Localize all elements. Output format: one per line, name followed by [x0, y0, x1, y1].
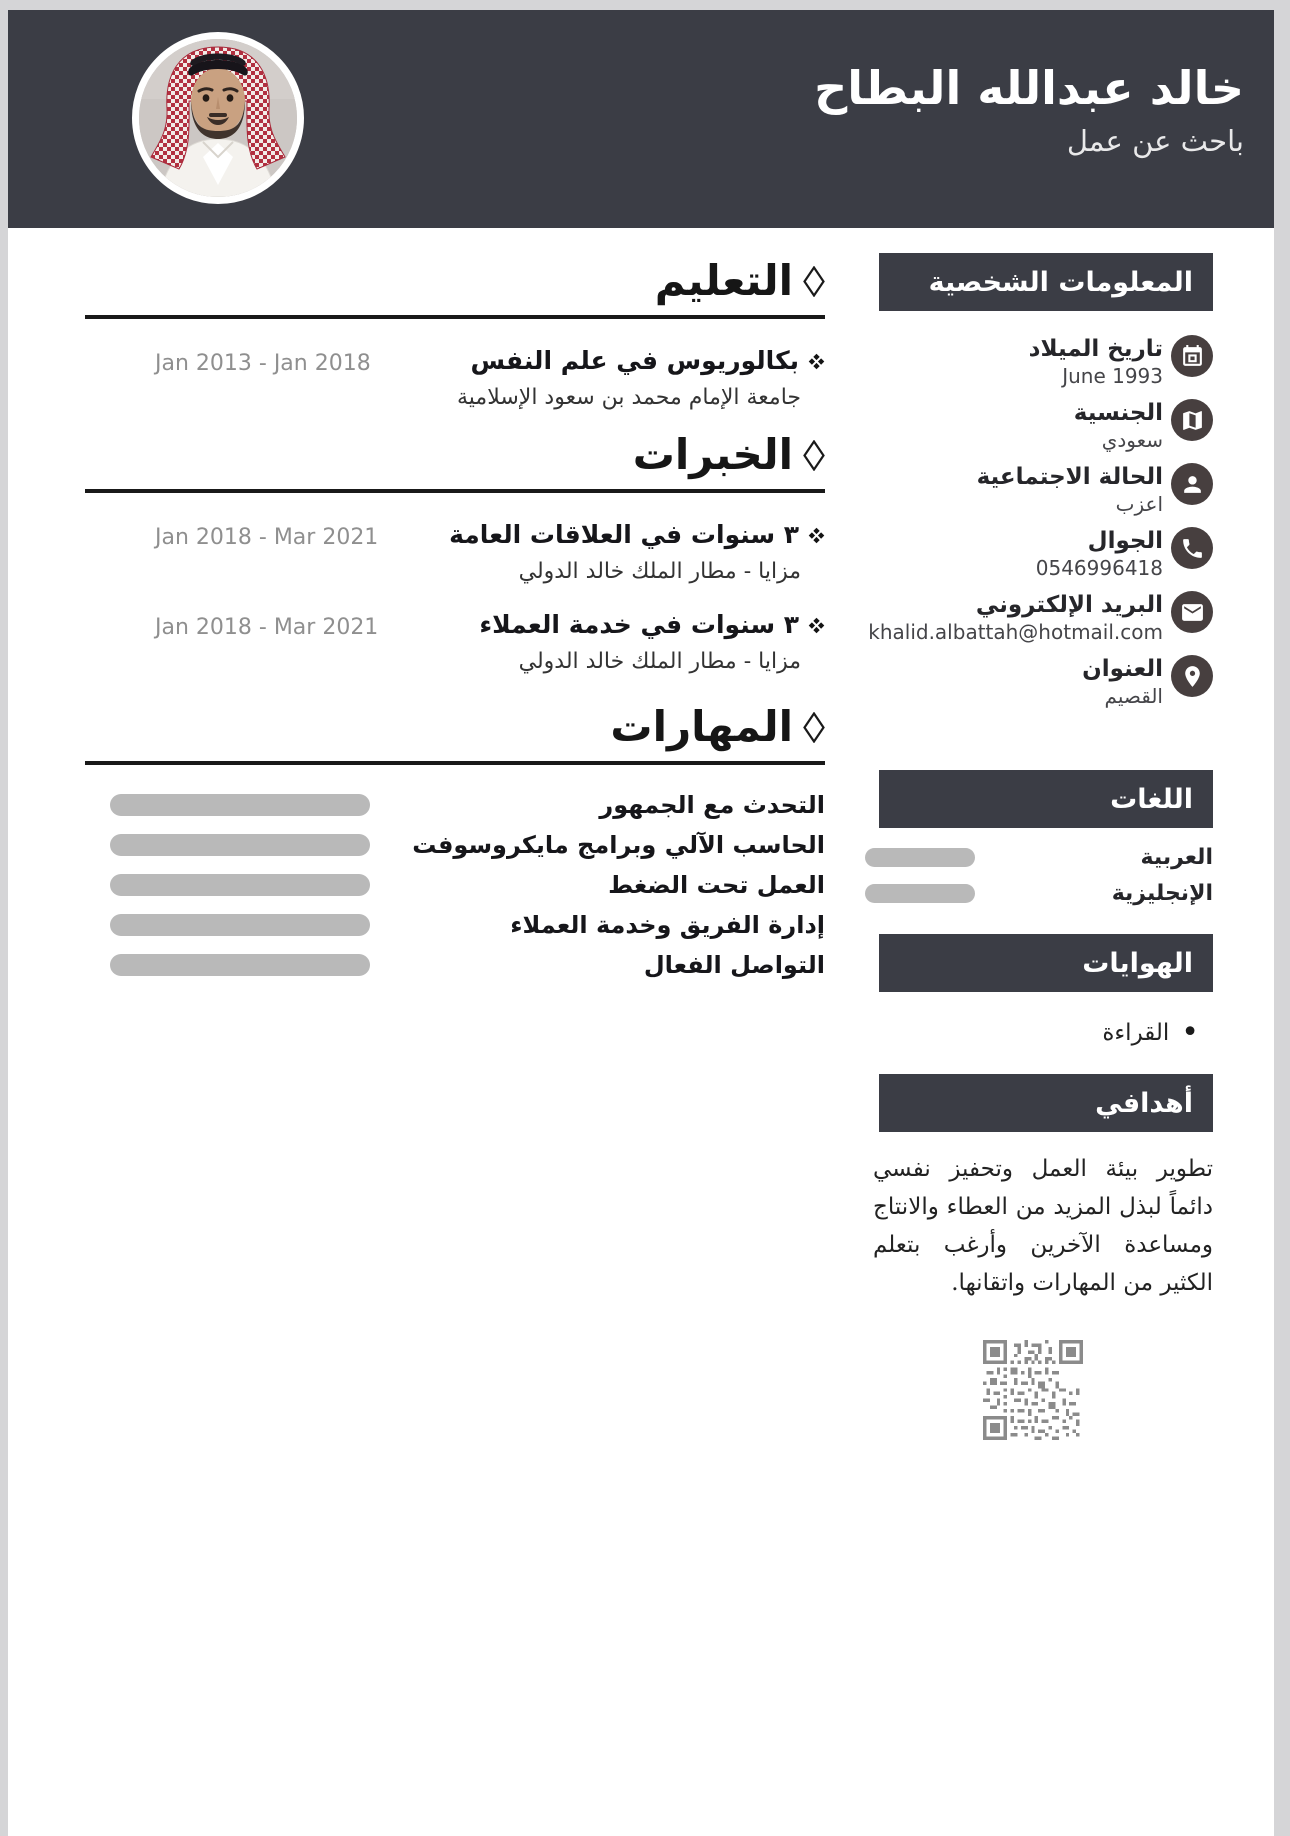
language-level-bar — [865, 884, 975, 903]
section-rule — [85, 761, 825, 765]
goals-title: أهدافي — [1095, 1087, 1193, 1119]
languages-header — [879, 770, 1213, 828]
info-label: الحالة الاجتماعية — [976, 464, 1163, 490]
info-row-nationality — [853, 399, 1213, 454]
languages-list — [853, 844, 1213, 906]
main-column — [85, 253, 825, 993]
four-diamond-bullet-icon — [808, 527, 825, 544]
entry-head — [85, 345, 825, 377]
experience-title: الخبرات — [632, 430, 793, 479]
info-label: تاريخ الميلاد — [1028, 336, 1163, 362]
education-title: التعليم — [654, 256, 793, 305]
education-entry — [85, 345, 825, 413]
info-value: القصيم — [1104, 684, 1163, 708]
diamond-outline-icon — [803, 440, 825, 471]
skill-row — [85, 870, 825, 899]
candidate-name: خالد عبدالله البطاح — [814, 61, 1244, 115]
info-value: 0546996418 — [1035, 556, 1163, 580]
skill-level-bar — [110, 874, 370, 896]
skill-label: إدارة الفريق وخدمة العملاء — [510, 910, 825, 939]
role-text: ٣ سنوات في العلاقات العامة — [449, 520, 799, 549]
goals-header — [879, 1074, 1213, 1132]
entry-title — [471, 345, 825, 377]
skills-title: المهارات — [610, 702, 793, 751]
info-label: الجوال — [1087, 528, 1163, 554]
entry-title — [449, 519, 825, 551]
entry-head — [85, 609, 825, 641]
content-area — [8, 228, 1274, 1440]
skill-label: العمل تحت الضغط — [608, 870, 825, 899]
info-row-marital-status — [853, 463, 1213, 518]
skill-level-bar — [110, 794, 370, 816]
profile-photo-illustration — [139, 39, 297, 197]
entry-organization: مزايا - مطار الملك خالد الدولي — [518, 649, 801, 674]
entry-dates: Jan 2018 - Mar 2021 — [155, 524, 379, 550]
skill-label: التواصل الفعال — [643, 950, 825, 979]
skills-list — [85, 790, 825, 979]
goals-paragraph: تطوير بيئة العمل وتحفيز نفسي دائماً لبذل المزيد من العطاء والانتاج ومساعدة الآخرين وأرغب بتعلم الكثير من المهارات واتقانها. — [873, 1156, 1213, 1296]
info-label: الجنسية — [1073, 400, 1163, 426]
info-row-mobile — [853, 527, 1213, 582]
degree-text: بكالوريوس في علم النفس — [470, 346, 799, 375]
four-diamond-bullet-icon — [808, 353, 825, 370]
resume-page — [8, 10, 1274, 1836]
skill-label: الحاسب الآلي وبرامج مايكروسوفت — [412, 830, 825, 859]
entry-dates: Jan 2018 - Mar 2021 — [155, 614, 379, 640]
experience-entry-2 — [85, 609, 825, 677]
skill-row — [85, 950, 825, 979]
hobby-item — [853, 1015, 1213, 1050]
personal-info-header — [879, 253, 1213, 311]
language-row-english — [853, 880, 1213, 906]
info-row-address — [853, 655, 1213, 710]
info-row-email — [853, 591, 1213, 646]
education-title-row — [85, 253, 825, 309]
info-text — [853, 655, 1163, 710]
phone-icon — [1171, 527, 1213, 569]
map-icon — [1171, 399, 1213, 441]
header-band — [8, 10, 1274, 228]
skill-row — [85, 830, 825, 859]
four-diamond-bullet-icon — [808, 617, 825, 634]
skills-section — [85, 699, 825, 979]
profile-photo — [132, 32, 304, 204]
entry-head — [85, 519, 825, 551]
skill-level-bar — [110, 834, 370, 856]
entry-title — [479, 609, 825, 641]
info-text — [853, 527, 1163, 582]
skill-row — [85, 790, 825, 819]
personal-info-list — [853, 335, 1213, 710]
entry-dates: Jan 2013 - Jan 2018 — [155, 350, 371, 376]
personal-info-title: المعلومات الشخصية — [928, 266, 1193, 298]
skill-row — [85, 910, 825, 939]
bullet-dot-icon: • — [1181, 1015, 1199, 1050]
qr-code — [983, 1340, 1083, 1440]
language-label: العربية — [1140, 844, 1213, 870]
hobbies-title: الهوايات — [1082, 947, 1193, 979]
section-rule — [85, 315, 825, 319]
entry-organization: مزايا - مطار الملك خالد الدولي — [518, 559, 801, 584]
info-text — [853, 335, 1163, 390]
email-icon — [1171, 591, 1213, 633]
diamond-outline-icon — [803, 712, 825, 743]
experience-section — [85, 427, 825, 677]
language-row-arabic — [853, 844, 1213, 870]
skills-title-row — [85, 699, 825, 755]
entry-organization: جامعة الإمام محمد بن سعود الإسلامية — [457, 385, 801, 410]
info-label: البريد الإلكتروني — [975, 592, 1163, 618]
info-value: سعودي — [1101, 428, 1163, 452]
info-label: العنوان — [1082, 656, 1163, 682]
sidebar — [853, 253, 1213, 1440]
candidate-subtitle: باحث عن عمل — [1066, 124, 1244, 158]
info-value: June 1993 — [1062, 364, 1163, 388]
section-rule — [85, 489, 825, 493]
header-text-block — [814, 60, 1244, 158]
language-label: الإنجليزية — [1111, 880, 1213, 906]
languages-title: اللغات — [1110, 783, 1193, 815]
experience-entry-1 — [85, 519, 825, 587]
calendar-icon — [1171, 335, 1213, 377]
location-icon — [1171, 655, 1213, 697]
education-section — [85, 253, 825, 413]
hobbies-header — [879, 934, 1213, 992]
language-level-bar — [865, 848, 975, 867]
info-text — [853, 399, 1163, 454]
diamond-outline-icon — [803, 266, 825, 297]
hobby-label: القراءة — [1102, 1020, 1170, 1046]
info-value: khalid.albattah@hotmail.com — [868, 620, 1163, 644]
info-value: اعزب — [1115, 492, 1163, 516]
info-text — [853, 463, 1163, 518]
info-row-birthdate — [853, 335, 1213, 390]
person-icon — [1171, 463, 1213, 505]
skill-level-bar — [110, 914, 370, 936]
skill-label: التحدث مع الجمهور — [599, 790, 825, 819]
experience-title-row — [85, 427, 825, 483]
role-text: ٣ سنوات في خدمة العملاء — [479, 610, 799, 639]
info-text — [853, 591, 1163, 646]
skill-level-bar — [110, 954, 370, 976]
